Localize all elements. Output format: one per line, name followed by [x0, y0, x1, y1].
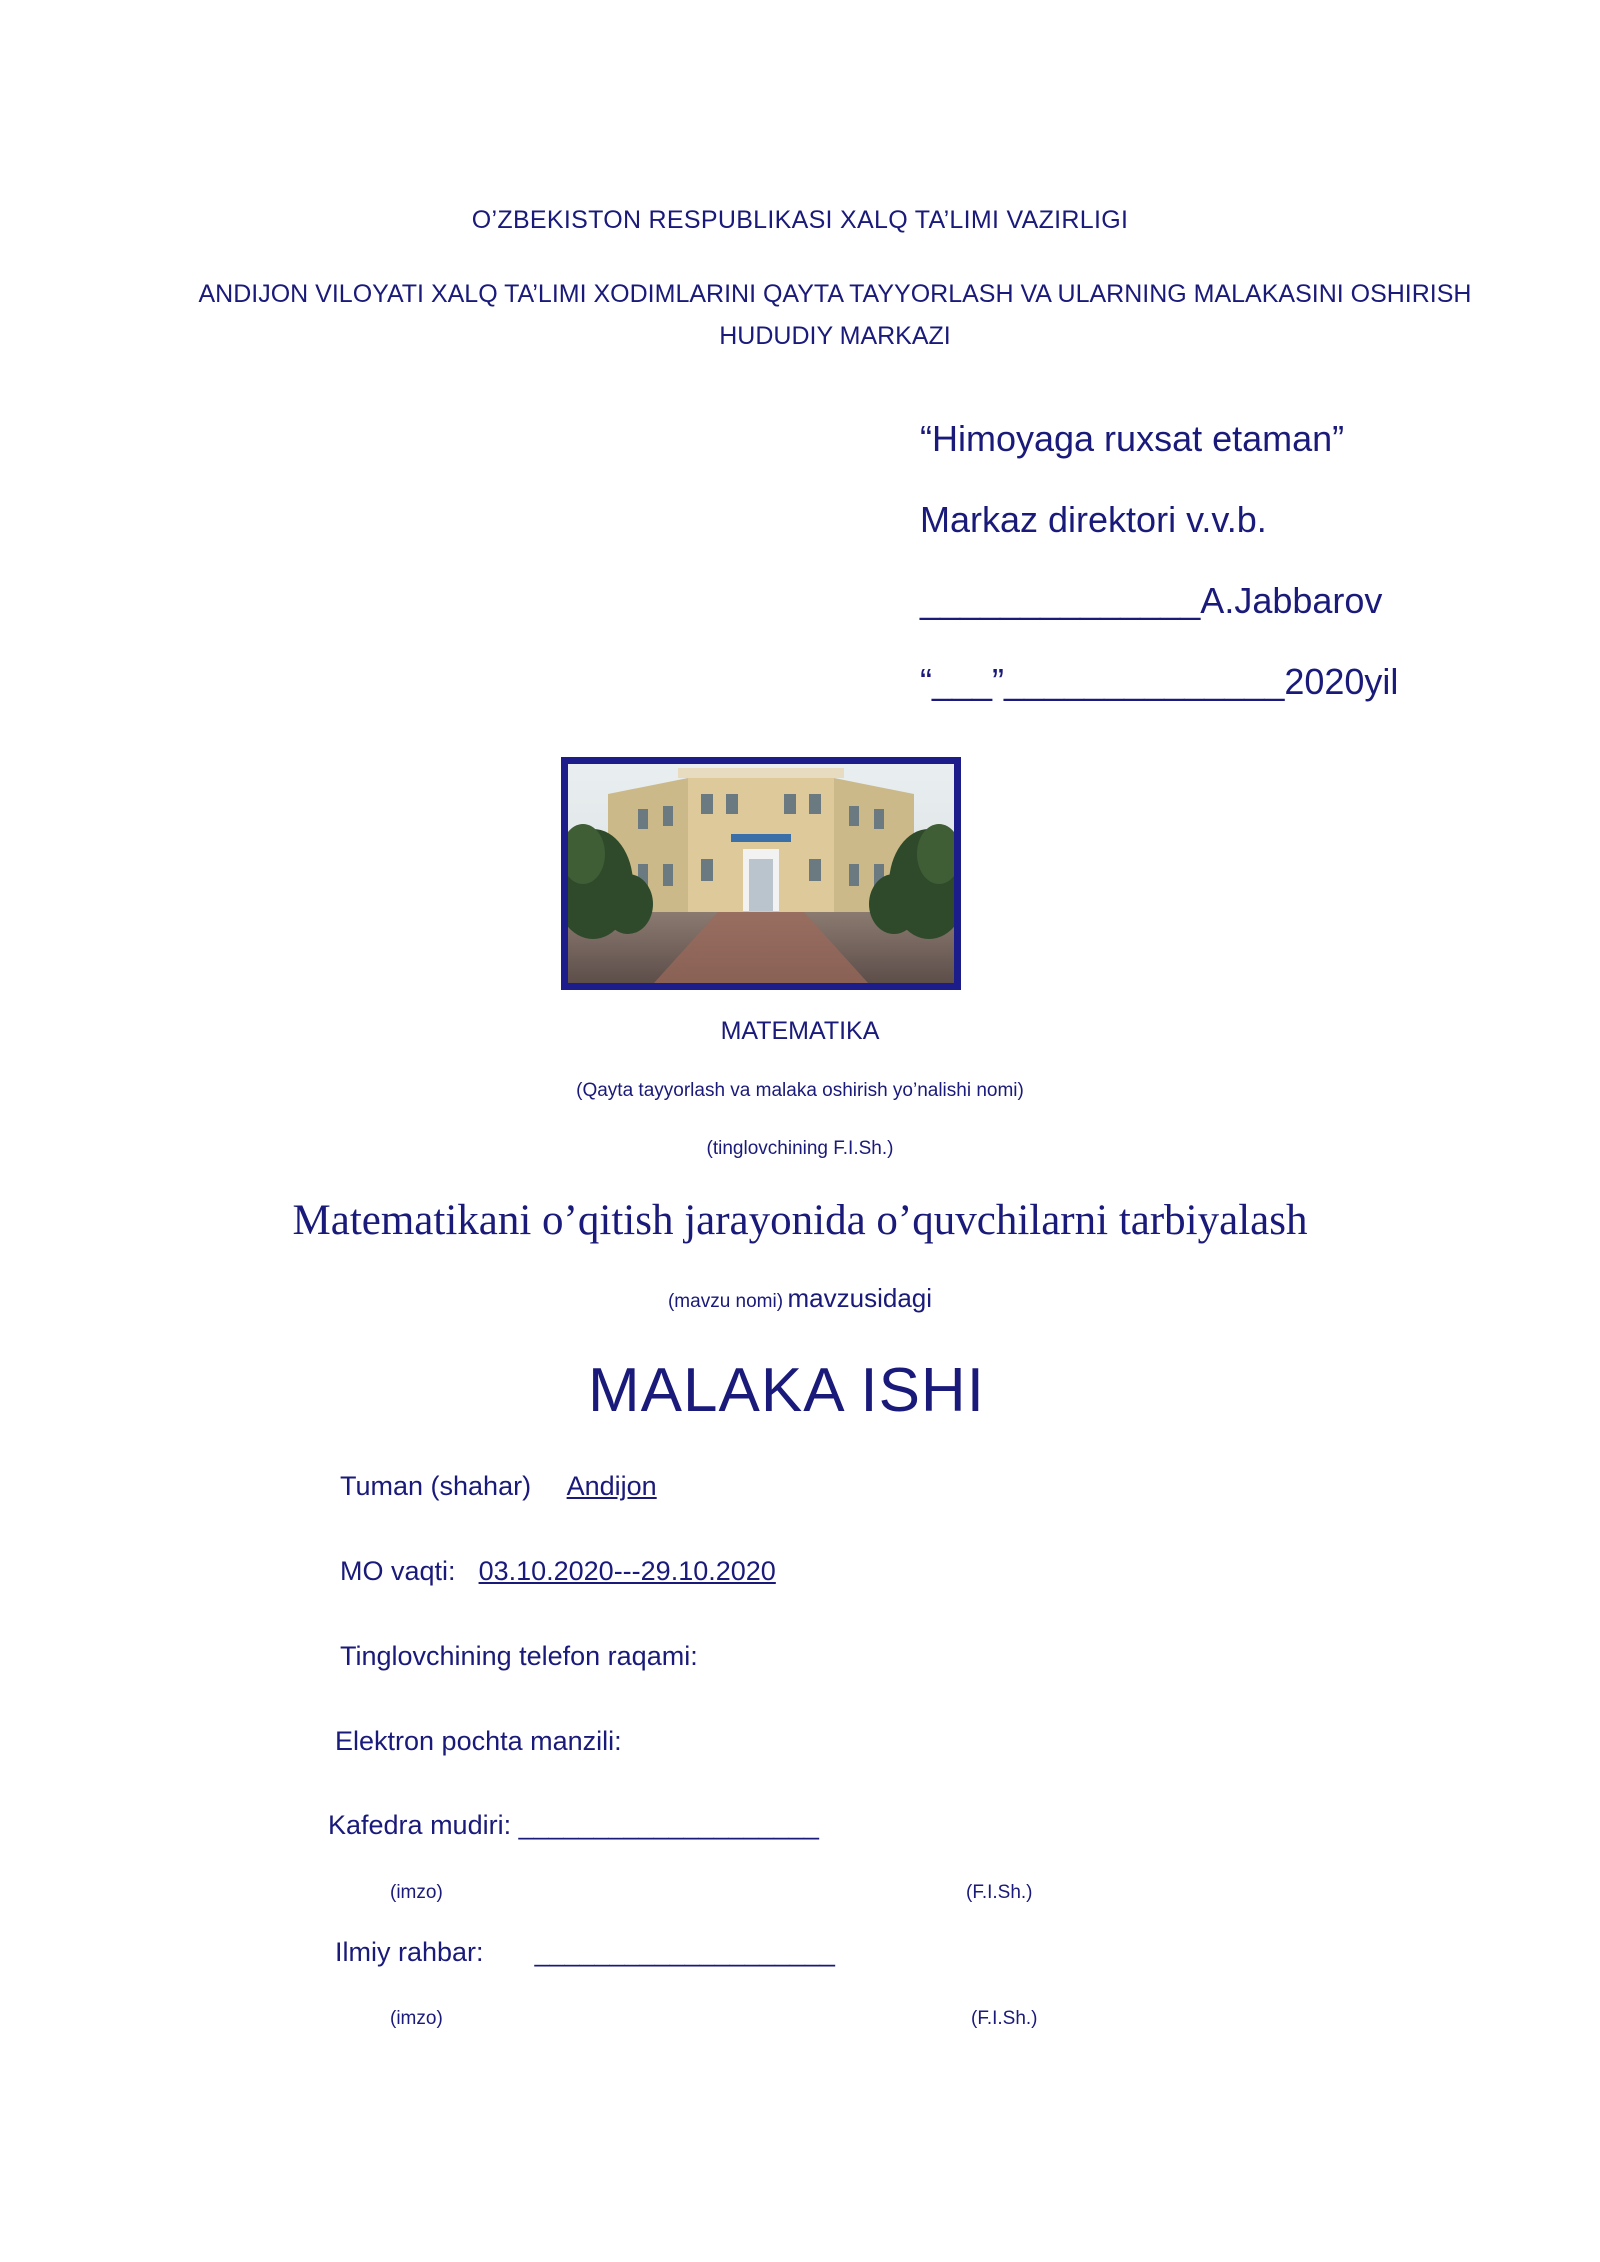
listener-caption: (tinglovchining F.I.Sh.)	[706, 1138, 894, 1159]
approval-line2: Markaz direktori v.v.b.	[920, 499, 1267, 540]
head-of-department-line: Kafedra mudiri: ____________________	[328, 1810, 819, 1840]
building-photo	[561, 757, 961, 990]
phone-label: Tinglovchining telefon raqami:	[340, 1641, 698, 1671]
approval-line1: “Himoyaga ruxsat etaman”	[920, 418, 1345, 459]
topic-title: Matematikani o’qitish jarayonida o’quvchilarni tarbiyalash	[292, 1197, 1308, 1244]
period-field	[340, 1556, 776, 1587]
approval-line3: ______________A.Jabbarov	[920, 580, 1383, 621]
topic-suffix: mavzusidagi	[787, 1283, 933, 1313]
period-label: MO vaqti:	[340, 1556, 456, 1586]
district-field	[340, 1471, 657, 1502]
district-value: Andijon	[566, 1471, 657, 1501]
period-value: 03.10.2020---29.10.2020	[478, 1556, 776, 1586]
district-label: Tuman (shahar)	[340, 1471, 532, 1501]
building-illustration	[568, 764, 954, 983]
signature-caption-1: (imzo)	[390, 1882, 443, 1903]
fio-caption-2: (F.I.Sh.)	[971, 2008, 1038, 2029]
center-name-heading	[170, 273, 1500, 357]
subject-name: MATEMATIKA	[720, 1017, 880, 1045]
supervisor-field	[335, 1937, 835, 1968]
center-name-line2: HUDUDIY MARKAZI	[719, 322, 951, 350]
approval-line4: “___”______________2020yil	[920, 661, 1399, 702]
supervisor-label: Ilmiy rahbar:	[335, 1937, 484, 1967]
email-label: Elektron pochta manzili:	[335, 1726, 622, 1756]
signature-caption-2: (imzo)	[390, 2008, 443, 2029]
work-title: MALAKA ISHI	[588, 1356, 985, 1425]
fio-caption-1: (F.I.Sh.)	[966, 1882, 1033, 1903]
subject-caption: (Qayta tayyorlash va malaka oshirish yo’nalishi nomi)	[576, 1080, 1024, 1101]
ministry-heading: O’ZBEKISTON RESPUBLIKASI XALQ TA’LIMI VAZIRLIGI	[471, 206, 1129, 234]
supervisor-signature-line: ____________________	[534, 1937, 835, 1967]
topic-caption: (mavzu nomi)	[667, 1291, 784, 1312]
topic-caption-line	[0, 1283, 1600, 1314]
center-name-line1: ANDIJON VILOYATI XALQ TA’LIMI XODIMLARINI QAYTA TAYYORLASH VA ULARNING MALAKASINI OSHIRISH	[198, 280, 1472, 308]
